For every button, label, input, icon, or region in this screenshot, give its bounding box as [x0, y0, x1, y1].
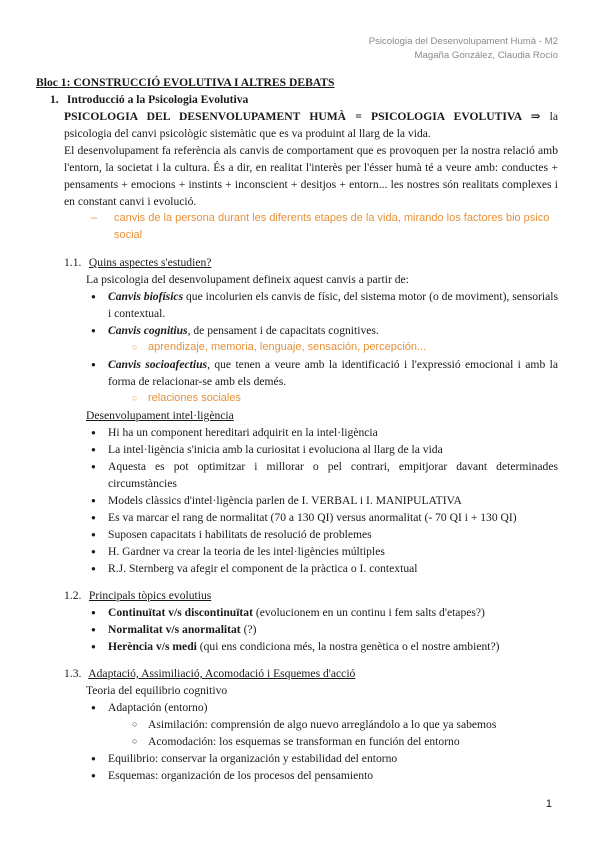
sub-list-item: ○ Acomodación: los esquemas se transforman en función del entorno — [36, 733, 558, 750]
change-types-list — [36, 288, 558, 407]
block-title: Bloc 1: CONSTRUCCIÓ EVOLUTIVA I ALTRES DEBATS — [36, 76, 335, 89]
section-lead: La psicologia del desenvolupament defineix aquest canvis a partir de: — [86, 273, 409, 286]
list-item: ● Suposen capacitats i habilitats de resolució de problemes — [36, 526, 558, 543]
intro-bold: PSICOLOGIA DEL DESENVOLUPAMENT HUMÀ = PSICOLOGIA EVOLUTIVA ⇒ — [64, 110, 541, 123]
page-header — [369, 35, 558, 63]
section-number: 1.3. — [64, 667, 82, 680]
intro-paragraph: El desenvolupament fa referència als canvis de comportament que es provoquen per la nostra relació amb l'entorn, la societat i la cultura. És a dir, en realitat l'interès per l'ésser humà té a veure amb: conductes + pensaments + emocions + instints + inconscient + desitjos + entorn... les nostres són realitats complexes i en constant canvi i evolució. — [64, 144, 558, 208]
term: Continuïtat v/s discontinuïtat — [108, 606, 253, 619]
section-1-heading — [36, 91, 558, 108]
list-item — [36, 604, 558, 621]
list-item — [36, 621, 558, 638]
list-item: ● Equilibrio: conservar la organización y estabilidad del entorno — [36, 750, 558, 767]
list-item — [36, 356, 558, 390]
list-item: ● H. Gardner va crear la teoria de les intel·ligències múltiples — [36, 543, 558, 560]
intro-definition — [36, 108, 558, 142]
header-course: Psicologia del Desenvolupament Humà - M2 — [368, 36, 558, 47]
section-title: Adaptació, Assimiliació, Acomodació i Esquemes d'acció — [88, 667, 356, 680]
section-number: 1.1. — [64, 256, 82, 269]
list-item: ● Adaptación (entorno) — [36, 699, 558, 716]
list-item: ● R.J. Sternberg va afegir el component de la pràctica o I. contextual — [36, 560, 558, 577]
topics-list — [36, 604, 558, 655]
list-item — [36, 638, 558, 655]
section-1-1-heading — [36, 254, 558, 271]
handwritten-note: – canvis de la persona durant les diferents etapes de la vida, mirando los factores bio psico social — [36, 210, 558, 244]
list-item: ● Hi ha un component hereditari adquirit en la intel·ligència — [36, 424, 558, 441]
section-title: Introducció a la Psicologia Evolutiva — [66, 93, 249, 106]
equilibrium-list — [36, 699, 558, 784]
intelligence-list — [36, 424, 558, 577]
intro-rest: la psicologia del canvi psicològic sistemàtic que es va produint al llarg de la vida. — [64, 110, 558, 140]
header-author: Magaña González, Claudia Rocío — [414, 50, 558, 61]
section-title: Principals tòpics evolutius — [88, 589, 212, 602]
list-item: ● Models clàssics d'intel·ligència parlen de I. VERBAL i I. MANIPULATIVA — [36, 492, 558, 509]
term: Canvis cognitius — [108, 324, 188, 337]
term-desc: (qui ens condiciona més, la nostra genètica o el nostre ambient?) — [196, 640, 500, 653]
sub-heading: Desenvolupament intel·ligència — [86, 409, 234, 422]
section-lead: Teoria del equilibrio cognitivo — [86, 684, 228, 697]
section-1-3-heading — [36, 665, 558, 682]
sub-list-item: ○ aprendizaje, memoria, lenguaje, sensación, percepción... — [36, 339, 558, 356]
document-body — [36, 74, 558, 784]
list-item — [36, 288, 558, 322]
section-1-2-heading — [36, 587, 558, 604]
sub-list-item: ○ Asimilación: comprensión de algo nuevo arreglándolo a lo que ya sabemos — [36, 716, 558, 733]
section-number: 1.2. — [64, 589, 82, 602]
section-number: 1. — [50, 93, 59, 106]
term: Canvis socioafectius — [108, 358, 208, 371]
list-item — [36, 322, 558, 339]
term: Normalitat v/s anormalitat — [108, 623, 241, 636]
term-desc: , que tenen a veure amb la identificació i l'expressió emocional i amb la forma de relacionar-se amb els demés. — [108, 358, 558, 388]
list-item: ● Aquesta es pot optimitzar i millorar o pel contrari, empitjorar davant determinades circumstàncies — [36, 458, 558, 492]
term-desc: (?) — [240, 623, 257, 636]
page-number: 1 — [545, 798, 552, 810]
term: Canvis biofísics — [108, 290, 184, 303]
list-item: ● Es va marcar el rang de normalitat (70 a 130 QI) versus anormalitat (- 70 QI i + 130 QI) — [36, 509, 558, 526]
section-title: Quins aspectes s'estudien? — [88, 256, 212, 269]
term-desc: que incolurien els canvis de físic, del sistema motor (o de moviment), sensorials i contextual. — [108, 290, 558, 320]
term: Herència v/s medi — [108, 640, 197, 653]
list-item: ● Esquemas: organización de los procesos del pensamiento — [36, 767, 558, 784]
list-item: ● La intel·ligència s'inicia amb la curiositat i evoluciona al llarg de la vida — [36, 441, 558, 458]
term-desc: (evolucionem en un continu i fem salts d'etapes?) — [252, 606, 485, 619]
term-desc: , de pensament i de capacitats cognitives. — [187, 324, 379, 337]
sub-list-item: ○ relaciones sociales — [36, 390, 558, 407]
